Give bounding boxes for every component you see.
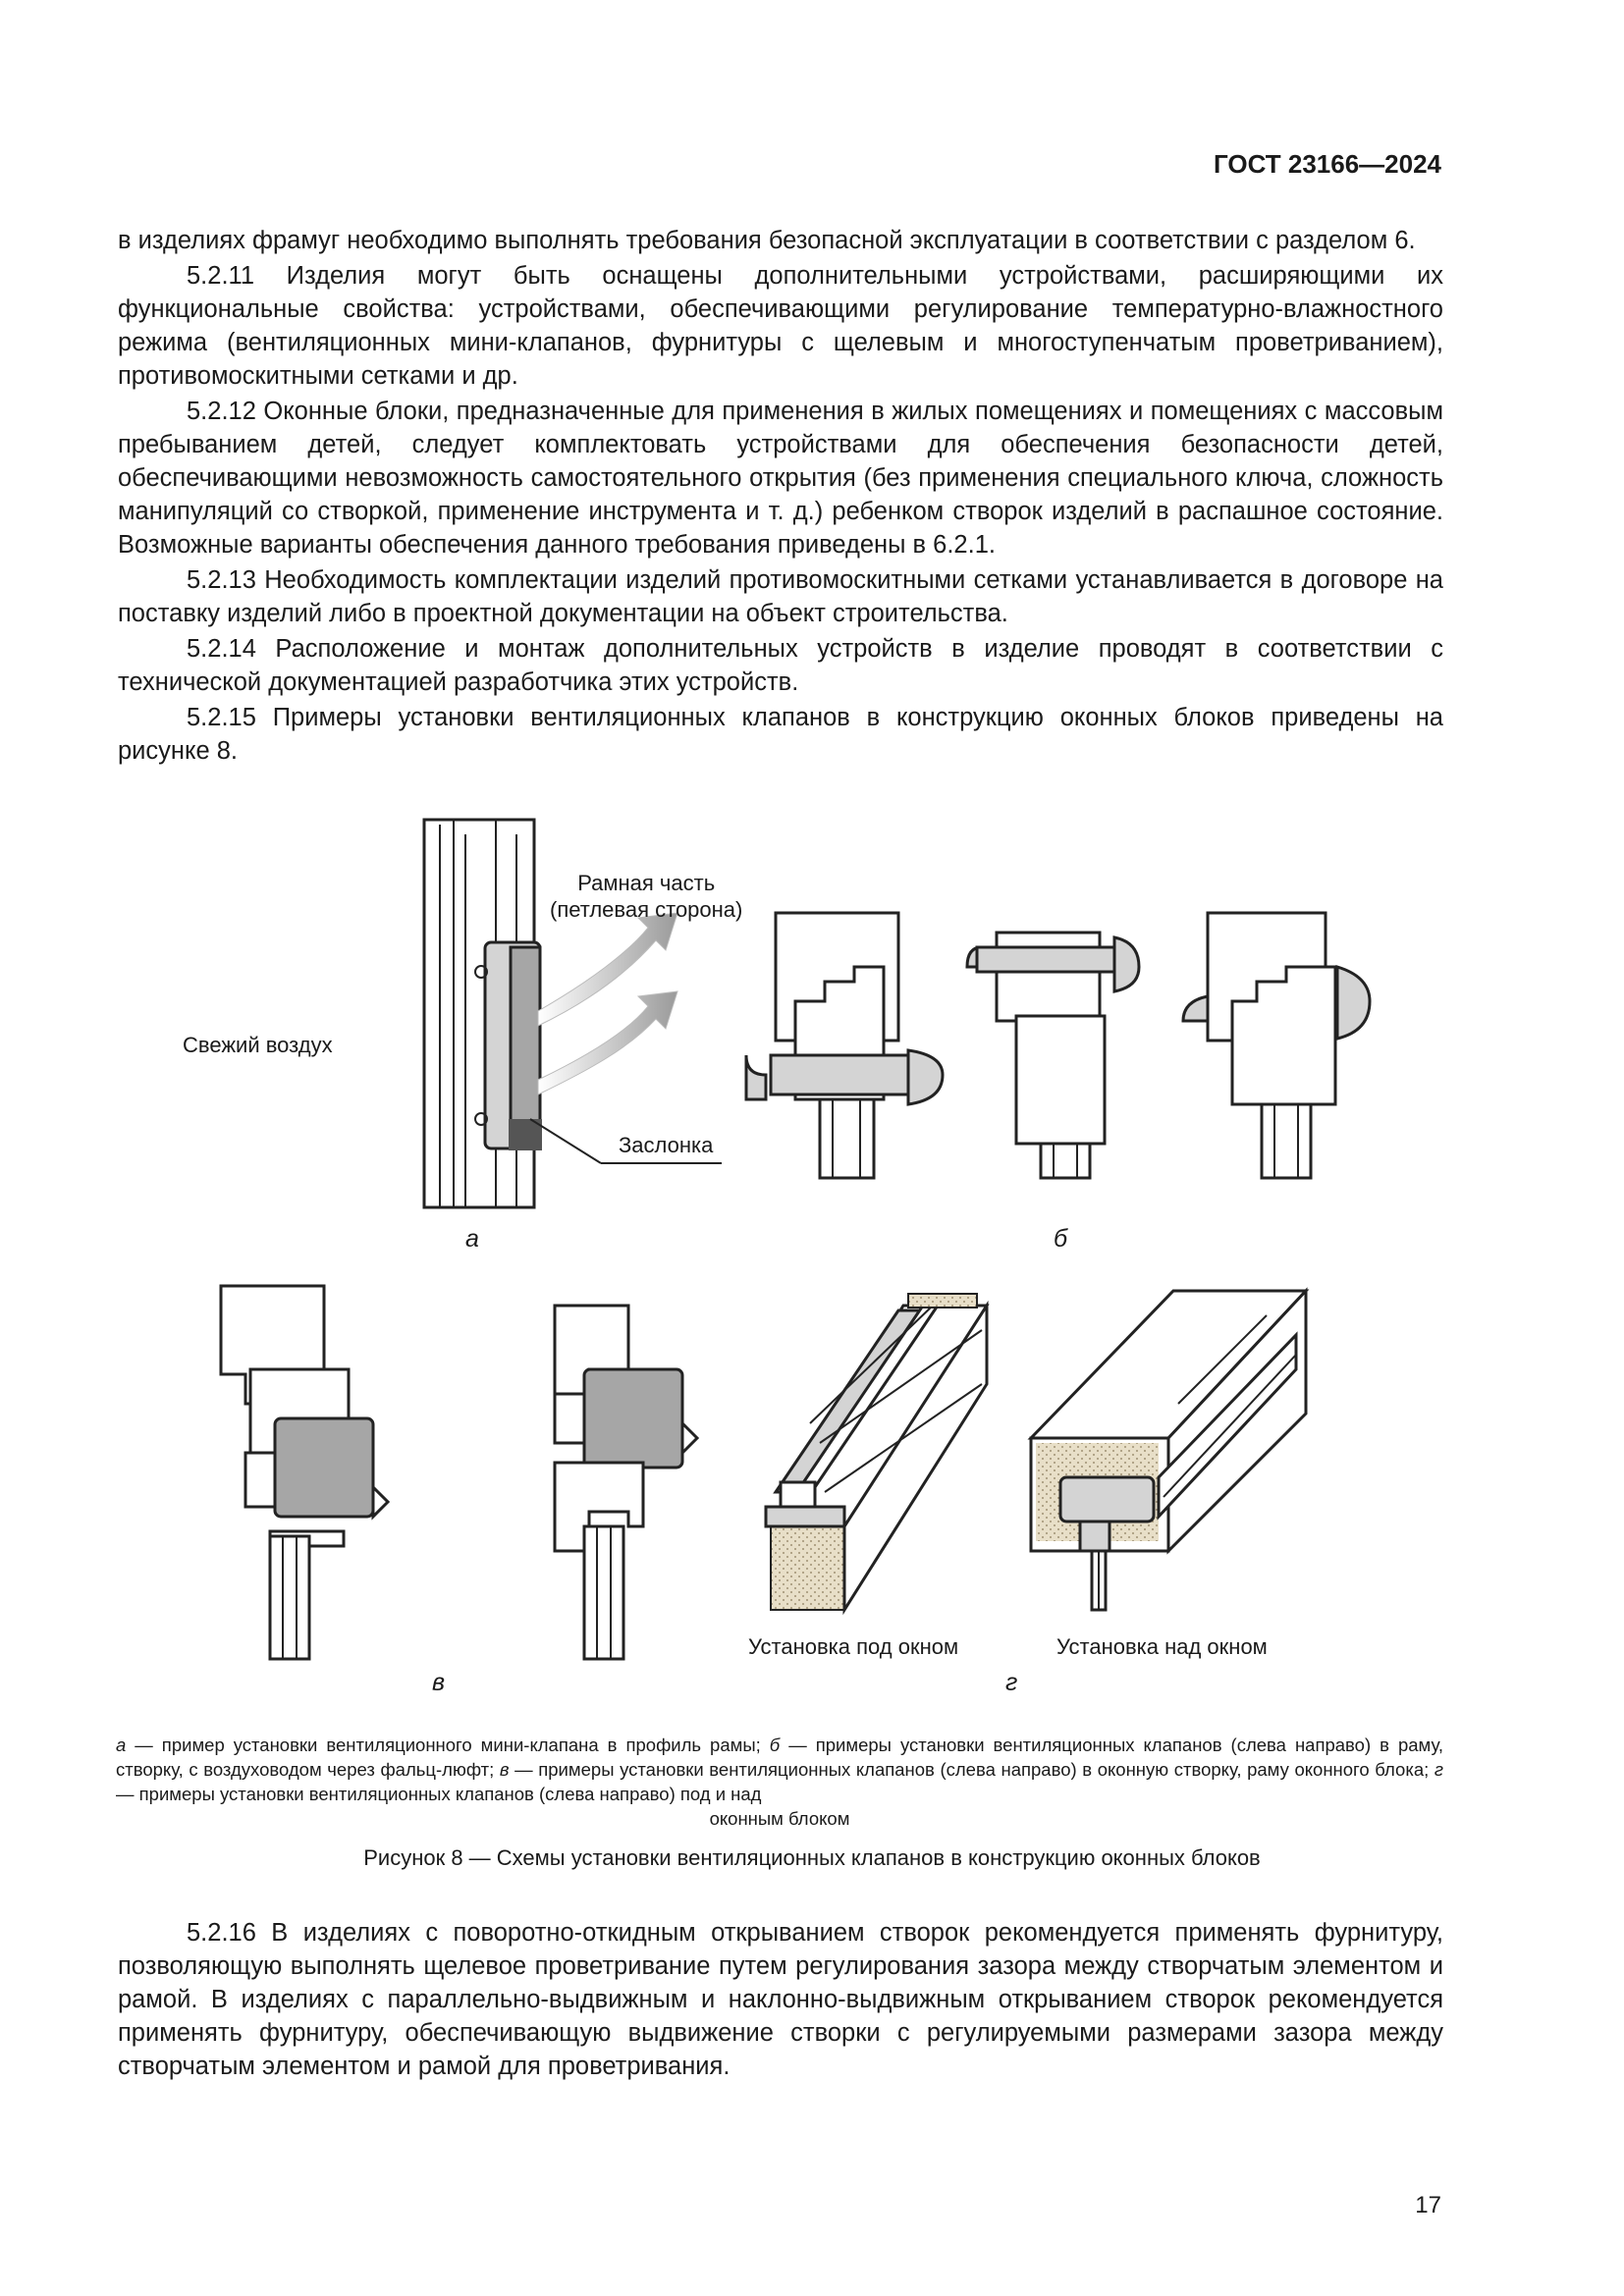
legend-letter-g: г — [1434, 1759, 1444, 1780]
subfigure-letter-v: в — [432, 1669, 446, 1696]
label-over-window: Установка над окном — [1056, 1634, 1268, 1659]
paragraph-5-2-14: 5.2.14 Расположение и монтаж дополнительных устройств в изделие проводят в соответствии с технической документацией разработчика этих устройств. — [118, 635, 1443, 696]
document-code: ГОСТ 23166—2024 — [1214, 149, 1441, 179]
paragraph-5-2-11: 5.2.11 Изделия могут быть оснащены дополнительными устройствами, расширяющими их функциональные свойства: устройствами, обеспечивающими регулирование температурно-влажностного режима (вентиляционных мини-клапанов, фурнитуры с щелевым и многоступенчатым проветриванием), противомоскитными сетками и др. — [118, 262, 1443, 390]
figure-caption: Рисунок 8 — Схемы установки вентиляционных клапанов в конструкцию оконных блоков — [363, 1845, 1261, 1870]
label-under-window: Установка под окном — [748, 1634, 959, 1659]
subfigure-letter-a: а — [465, 1225, 479, 1253]
legend-letter-a: а — [116, 1735, 127, 1755]
figure-g-over-window — [1031, 1291, 1306, 1610]
figure-b-middle-profile — [967, 933, 1139, 1178]
paragraph: в изделиях фрамуг необходимо выполнять требования безопасной эксплуатации в соответствии с разделом 6. — [118, 227, 1416, 254]
figure-g-under-window — [766, 1294, 987, 1610]
figure-legend: а — пример установки вентиляционного мини-клапана в профиль рамы; б — примеры установки вентиляционных клапанов (слева направо) в раму, створку, с воздуховодом через фальц-люфт; в — примеры установки вентиляционных клапанов (слева направо) в оконную створку, раму оконного блока; г — примеры установки вентиляционных клапанов (слева направо) под и над оконным блоком — [116, 1735, 1444, 1829]
text-block-bottom — [118, 1916, 1443, 2085]
subfigure-letter-g: г — [1005, 1669, 1018, 1696]
page-number: 17 — [1415, 2192, 1441, 2218]
paragraph-5-2-15: 5.2.15 Примеры установки вентиляционных клапанов в конструкцию оконных блоков приведены на рисунке 8. — [118, 704, 1443, 765]
paragraph-5-2-12: 5.2.12 Оконные блоки, предназначенные для применения в жилых помещениях и помещениях с массовым пребыванием детей, следует комплектовать устройствами для обеспечения безопасности детей, обеспечивающими невозможность самостоятельного открытия (без применения специального ключа, сложность манипуляций со створкой, применение инструмента и т. д.) ребенком створок изделий в распашное состояние. Возможные варианты обеспечения данного требования приведены в 6.2.1. — [118, 398, 1443, 559]
figure-b-right-profile — [1183, 913, 1370, 1178]
label-fresh-air: Свежий воздух — [183, 1033, 333, 1057]
figure-v-right-profile — [555, 1306, 697, 1659]
figure-b-left-profile — [746, 913, 943, 1178]
paragraph-5-2-16: 5.2.16 В изделиях с поворотно-откидным открыванием створок рекомендуется применять фурнитуру, позволяющую выполнять щелевое проветривание путем регулирования зазора между створчатым элементом и рамой. В изделиях с параллельно-выдвижным и наклонно-выдвижным открыванием створок рекомендуется применять фурнитуру, обеспечивающую выдвижение створки с регулируемыми размерами зазора между створчатым элементом и рамой для проветривания. — [118, 1919, 1443, 2080]
legend-letter-b: б — [769, 1735, 781, 1755]
paragraph-5-2-13: 5.2.13 Необходимость комплектации изделий противомоскитными сетками устанавливается в договоре на поставку изделий либо в проектной документации на объект строительства. — [118, 566, 1443, 627]
label-damper: Заслонка — [619, 1133, 714, 1157]
figure-v-left-profile — [221, 1286, 388, 1659]
subfigure-letter-b: б — [1054, 1225, 1068, 1253]
legend-letter-v: в — [499, 1759, 510, 1780]
label-frame-part: Рамная часть (петлевая сторона) — [550, 871, 743, 922]
